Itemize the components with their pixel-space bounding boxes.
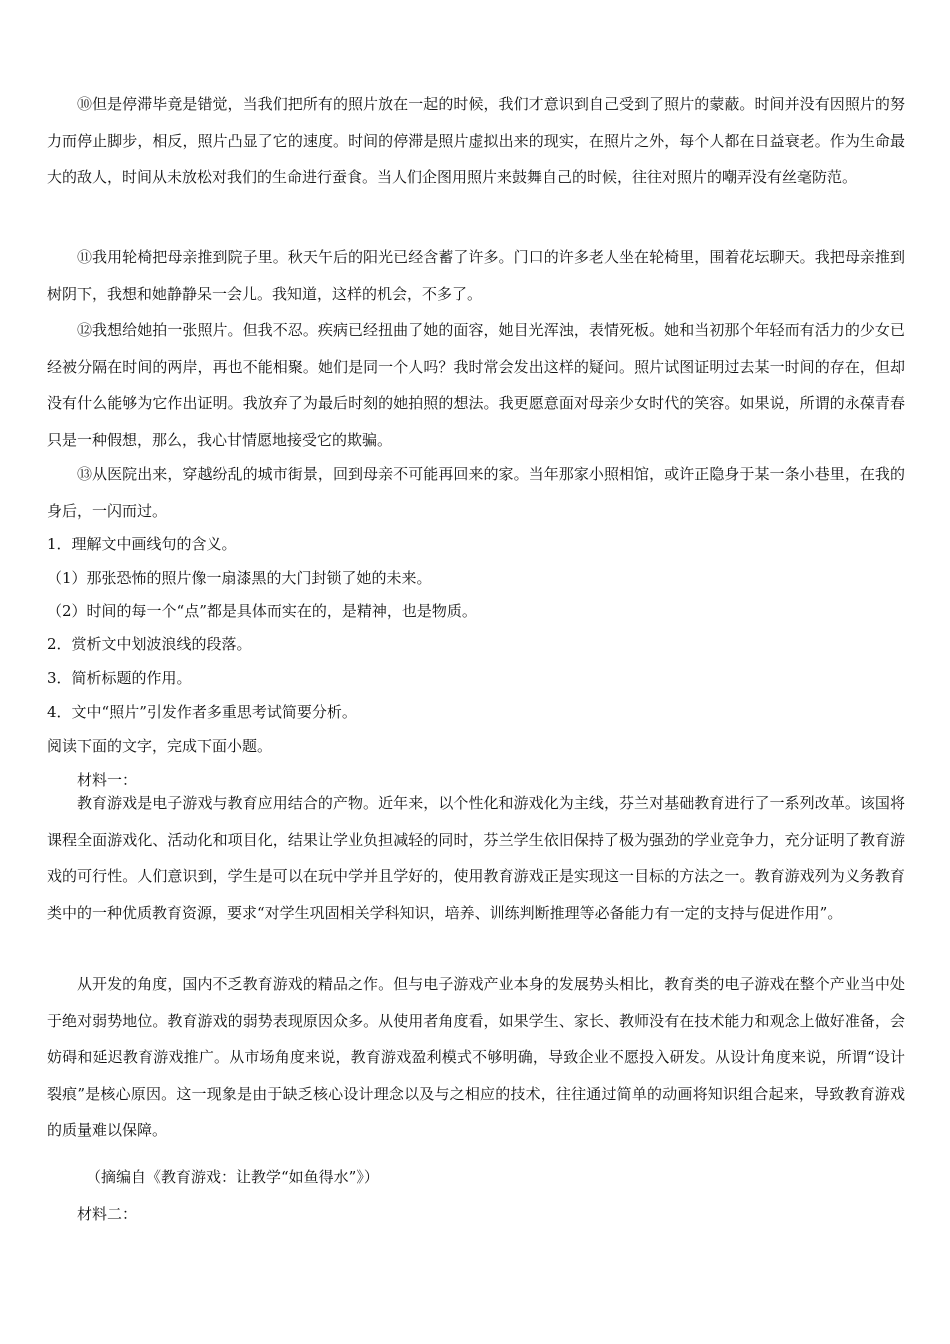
paragraph-13: ⑬从医院出来，穿越纷乱的城市街景，回到母亲不可能再回来的家。当年那家小照相馆，或许正隐身于某一条小巷里，在我的身后，一闪而过。 [47,465,905,520]
question-4: 4．文中“照片”引发作者多重思考试简要分析。 [47,703,357,721]
material-1-source: （摘编自《教育游戏：让教学“如鱼得水”》） [86,1168,379,1186]
question-1-sub-2: （2）时间的每一个“点”都是具体而实在的，是精神，也是物质。 [47,602,477,620]
material-1-paragraph-2: 从开发的角度，国内不乏教育游戏的精品之作。但与电子游戏产业本身的发展势头相比，教育类的电子游戏在整个产业当中处于绝对弱势地位。教育游戏的弱势表现原因众多。从使用者角度看，如果学生、家长、教师没有在技术能力和观念上做好准备，会妨碍和延迟教育游戏推广。从市场角度来说，教育游戏盈利模式不够明确，导致企业不愿投入研发。从设计角度来说，所谓“设计裂痕”是核心原因。这一现象是由于缺乏核心设计理念以及与之相应的技术，往往通过简单的动画将知识组合起来，导致教育游戏的质量难以保障。 [47,975,905,1139]
material-1-heading: 材料一： [77,771,138,789]
question-3: 3．简析标题的作用。 [47,669,192,687]
question-1-sub-1: （1）那张恐怖的照片像一扇漆黑的大门封锁了她的未来。 [47,569,432,587]
material-1-paragraph-1: 教育游戏是电子游戏与教育应用结合的产物。近年来，以个性化和游戏化为主线，芬兰对基础教育进行了一系列改革。该国将课程全面游戏化、活动化和项目化，结果让学业负担减轻的同时，芬兰学生依旧保持了极为强劲的学业竞争力，充分证明了教育游戏的可行性。人们意识到，学生是可以在玩中学并且学好的，使用教育游戏正是实现这一目标的方法之一。教育游戏列为义务教育类中的一种优质教育资源，要求“对学生巩固相关学科知识，培养、训练判断推理等必备能力有一定的支持与促进作用”。 [47,794,905,922]
question-1: 1．理解文中画线句的含义。 [47,535,237,553]
material-2-heading: 材料二： [77,1205,138,1223]
question-2: 2．赏析文中划波浪线的段落。 [47,635,252,653]
paragraph-10: ⑩但是停滞毕竟是错觉，当我们把所有的照片放在一起的时候，我们才意识到自己受到了照片的蒙蔽。时间并没有因照片的努力而停止脚步，相反，照片凸显了它的速度。时间的停滞是照片虚拟出来的现实，在照片之外，每个人都在日益衰老。作为生命最大的敌人，时间从未放松对我们的生命进行蚕食。当人们企图用照片来鼓舞自己的时候，往往对照片的嘲弄没有丝毫防范。 [47,95,905,186]
paragraph-11: ⑪我用轮椅把母亲推到院子里。秋天午后的阳光已经含蓄了许多。门口的许多老人坐在轮椅里，围着花坛聊天。我把母亲推到树阴下，我想和她静静呆一会儿。我知道，这样的机会，不多了。 [47,248,905,303]
paragraph-12: ⑫我想给她拍一张照片。但我不忍。疾病已经扭曲了她的面容，她目光浑浊，表情死板。她和当初那个年轻而有活力的少女已经被分隔在时间的两岸，再也不能相聚。她们是同一个人吗？我时常会发出这样的疑问。照片试图证明过去某一时间的存在，但却没有什么能够为它作出证明。我放弃了为最后时刻的她拍照的想法。我更愿意面对母亲少女时代的笑容。如果说，所谓的永葆青春只是一种假想，那么，我心甘情愿地接受它的欺骗。 [47,321,905,449]
reading-instruction: 阅读下面的文字，完成下面小题。 [47,737,273,755]
